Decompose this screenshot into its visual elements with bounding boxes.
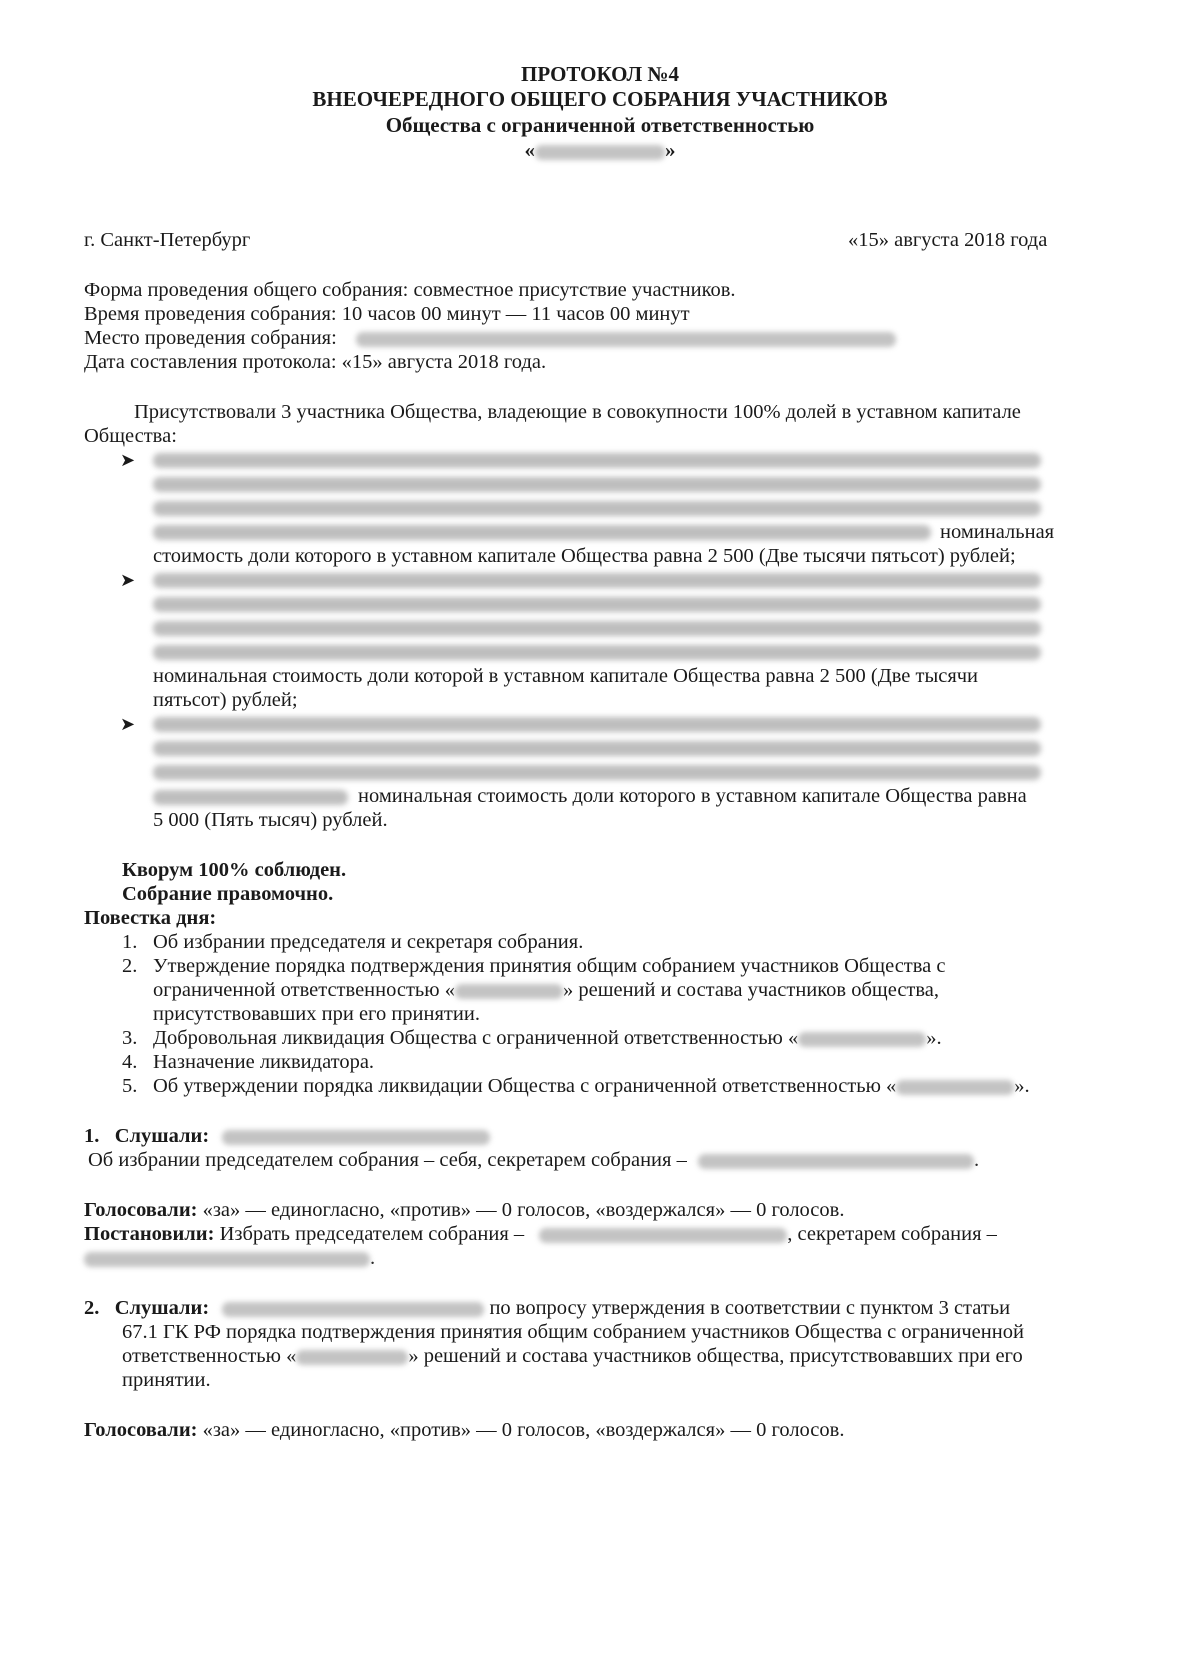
company-name-title: « »	[524, 138, 676, 162]
redacted-text	[153, 790, 348, 805]
redacted-text	[153, 621, 1041, 636]
redacted-secretary-name	[698, 1154, 974, 1169]
participant-3-share-cont: 5 000 (Пять тысяч) рублей.	[153, 809, 388, 831]
participant-3-share: номинальная стоимость доли которого в уставном капитале Общества равна	[358, 785, 1027, 807]
redacted-company-name	[296, 1350, 408, 1365]
section-2-text-cont: ответственностью « » решений и состава участников общества, присутствовавших при его	[122, 1345, 1023, 1367]
redacted-company-name	[455, 984, 563, 999]
agenda-heading: Повестка дня:	[84, 907, 217, 929]
section-2-text: 67.1 ГК РФ порядка подтверждения принятия общим собранием участников Общества с ограниченной	[122, 1321, 1024, 1343]
redacted-speaker-name	[222, 1302, 484, 1317]
redacted-text	[153, 597, 1041, 612]
redacted-company-name	[535, 145, 665, 160]
redacted-speaker-name	[222, 1130, 490, 1145]
agenda-item-2-cont: ограниченной ответственностью « » решений и состава участников общества,	[153, 979, 940, 1001]
participant-1-tail: номинальная	[940, 521, 1055, 543]
meeting-form: Форма проведения общего собрания: совместное присутствие участников.	[84, 279, 736, 301]
quorum-statement: Кворум 100% соблюден.	[122, 859, 347, 881]
meeting-time: Время проведения собрания: 10 часов 00 минут — 11 часов 00 минут	[84, 303, 690, 325]
section-2-text-end: принятии.	[122, 1369, 211, 1391]
meeting-date: «15» августа 2018 года	[848, 229, 1048, 251]
agenda-item-5: Об утверждении порядка ликвидации Общества с ограниченной ответственностью « ».	[153, 1075, 1030, 1097]
protocol-date: Дата составления протокола: «15» августа 2018 года.	[84, 351, 547, 373]
bullet-arrow-icon: ➤	[120, 714, 136, 734]
bullet-arrow-icon: ➤	[120, 450, 136, 470]
meeting-place: Место проведения собрания:	[84, 326, 896, 350]
city: г. Санкт-Петербург	[84, 229, 251, 251]
agenda-item-2-cont2: присутствовавших при его принятии.	[153, 1003, 480, 1025]
redacted-secretary-name	[84, 1252, 370, 1267]
section-1-resolution-cont: .	[84, 1246, 375, 1270]
section-1-text: Об избрании председателем собрания – себя, секретарем собрания – .	[88, 1149, 980, 1171]
redacted-participant-2	[153, 573, 1041, 588]
agenda-item-2: Утверждение порядка подтверждения принятия общим собранием участников Общества с	[153, 955, 946, 977]
agenda-item-number: 3.	[122, 1027, 138, 1049]
bullet-arrow-icon: ➤	[120, 570, 136, 590]
section-1-heard: 1. Слушали:	[84, 1124, 490, 1148]
section-2-vote: Голосовали: «за» — единогласно, «против» — 0 голосов, «воздержался» — 0 голосов.	[84, 1419, 845, 1441]
agenda-item-number: 2.	[122, 955, 138, 977]
redacted-text	[153, 741, 1041, 756]
section-2-heard: 2. Слушали: по вопросу утверждения в соответствии с пунктом 3 статьи	[84, 1297, 1011, 1319]
redacted-text	[153, 501, 1041, 516]
agenda-item-number: 5.	[122, 1075, 138, 1097]
redacted-participant-3	[153, 717, 1041, 732]
redacted-text	[153, 525, 931, 540]
redacted-address	[356, 332, 896, 347]
redacted-text	[153, 477, 1041, 492]
meeting-valid-statement: Собрание правомочно.	[122, 883, 334, 905]
redacted-text	[153, 765, 1041, 780]
participant-2-share-cont: пятьсот) рублей;	[153, 689, 298, 711]
meeting-title: ВНЕОЧЕРЕДНОГО ОБЩЕГО СОБРАНИЯ УЧАСТНИКОВ	[312, 87, 888, 111]
participant-2-share: номинальная стоимость доли которой в уставном капитале Общества равна 2 500 (Две тысячи	[153, 665, 979, 687]
protocol-title: ПРОТОКОЛ №4	[521, 62, 679, 86]
attendance-intro-cont: Общества:	[84, 425, 177, 447]
agenda-item-number: 4.	[122, 1051, 138, 1073]
redacted-chairman-name	[539, 1228, 787, 1243]
agenda-item-4: Назначение ликвидатора.	[153, 1051, 375, 1073]
agenda-item-number: 1.	[122, 931, 138, 953]
redacted-participant-1	[153, 453, 1041, 468]
section-1-resolution: Постановили: Избрать председателем собрания – , секретарем собрания –	[84, 1223, 997, 1245]
agenda-item-3: Добровольная ликвидация Общества с ограниченной ответственностью « ».	[153, 1027, 942, 1049]
attendance-intro: Присутствовали 3 участника Общества, владеющие в совокупности 100% долей в уставном капитале	[134, 401, 1021, 423]
redacted-text	[153, 645, 1041, 660]
redacted-company-name	[896, 1080, 1014, 1095]
section-1-vote: Голосовали: «за» — единогласно, «против» — 0 голосов, «воздержался» — 0 голосов.	[84, 1199, 845, 1221]
redacted-company-name	[798, 1032, 926, 1047]
agenda-item-1: Об избрании председателя и секретаря собрания.	[153, 931, 584, 953]
participant-1-share: стоимость доли которого в уставном капитале Общества равна 2 500 (Две тысячи пятьсот) рублей;	[153, 545, 1016, 567]
company-type-title: Общества с ограниченной ответственностью	[385, 113, 815, 137]
